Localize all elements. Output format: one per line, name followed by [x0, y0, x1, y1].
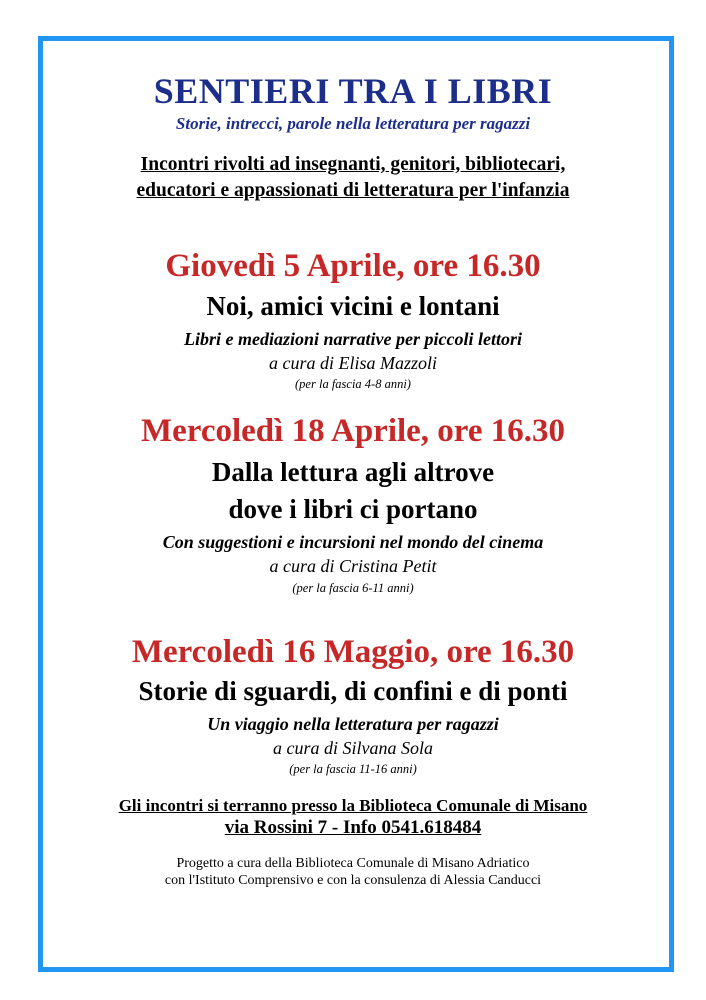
event-1-description: Libri e mediazioni narrative per piccoli lettori [184, 329, 522, 349]
page-title: SENTIERI TRA I LIBRI [153, 71, 553, 111]
event-3-curator: a cura di Silvana Sola [273, 738, 433, 758]
event-2-title-line-2: dove i libri ci portano [228, 494, 478, 524]
event-1-age-range: (per la fascia 4-8 anni) [295, 377, 411, 391]
event-2-curator: a cura di Cristina Petit [269, 556, 437, 576]
event-3-age-range: (per la fascia 11-16 anni) [289, 762, 417, 776]
page-subtitle: Storie, intrecci, parole nella letteratura per ragazzi [175, 114, 531, 133]
event-3-description: Un viaggio nella letteratura per ragazzi [207, 714, 499, 734]
intro-line-2: educatori e appassionati di letteratura per l'infanzia [136, 180, 570, 201]
intro-line-1: Incontri rivolti ad insegnanti, genitori, bibliotecari, [140, 154, 566, 175]
event-1-curator: a cura di Elisa Mazzoli [268, 353, 437, 373]
footer-line-1: Progetto a cura della Biblioteca Comunale di Misano Adriatico [176, 856, 530, 871]
venue-line-1: Gli incontri si terranno presso la Biblioteca Comunale di Misano [118, 796, 588, 815]
event-2-date: Mercoledì 18 Aprile, ore 16.30 [140, 413, 566, 449]
footer-line-2: con l'Istituto Comprensivo e con la consulenza di Alessia Canducci [164, 873, 542, 888]
event-1-date: Giovedì 5 Aprile, ore 16.30 [165, 248, 541, 284]
event-2-title-line-1: Dalla lettura agli altrove [211, 457, 495, 487]
event-2-age-range: (per la fascia 6-11 anni) [292, 581, 414, 595]
event-2-description: Con suggestioni e incursioni nel mondo del cinema [162, 532, 544, 552]
event-3-title: Storie di sguardi, di confini e di ponti [138, 676, 568, 706]
venue-line-2: via Rossini 7 - Info 0541.618484 [224, 817, 482, 838]
event-3-date: Mercoledì 16 Maggio, ore 16.30 [131, 634, 575, 670]
event-1-title: Noi, amici vicini e lontani [206, 291, 500, 321]
